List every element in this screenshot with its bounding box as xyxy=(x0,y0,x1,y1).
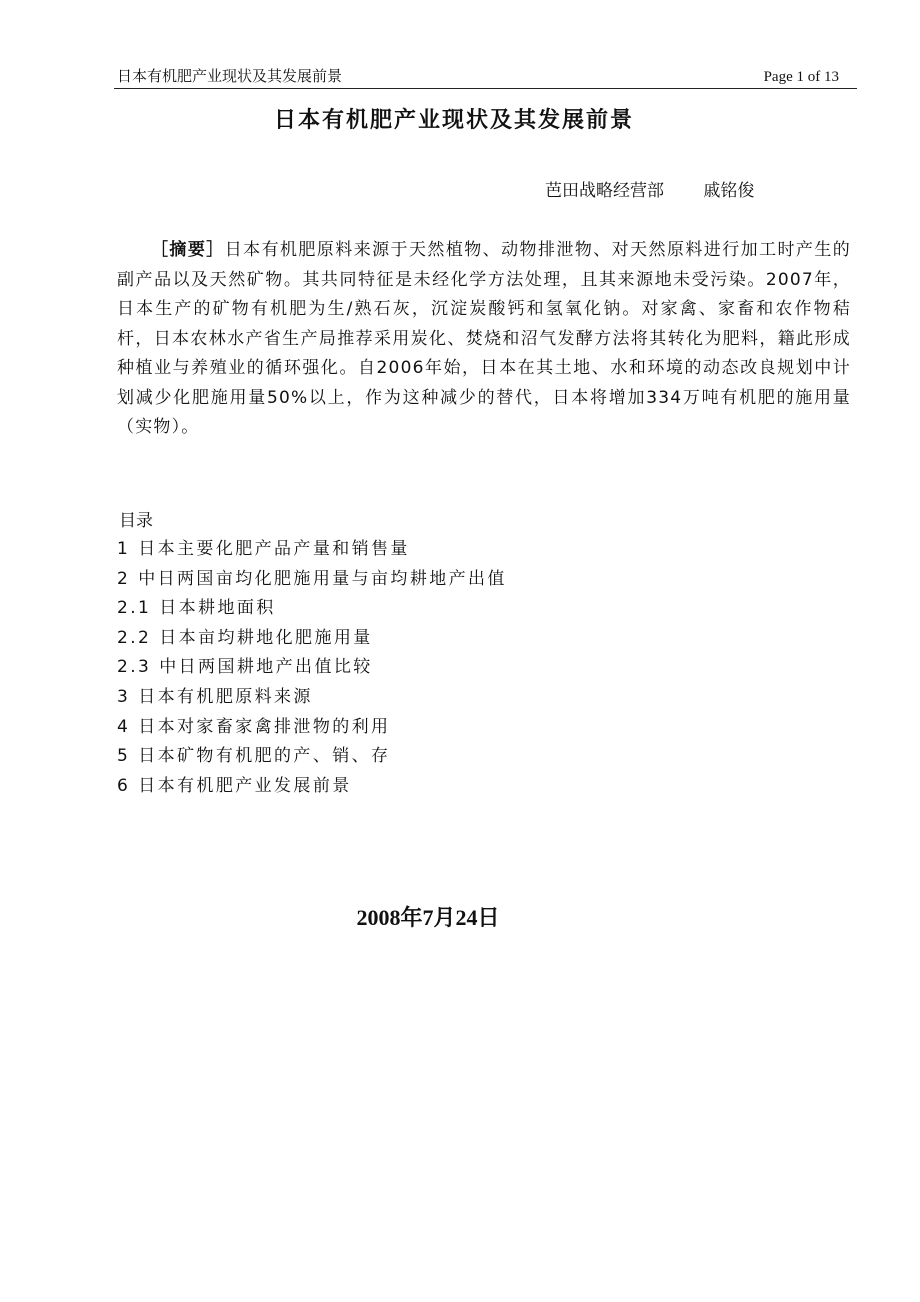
document-title: 日本有机肥产业现状及其发展前景 xyxy=(273,108,634,133)
toc-item xyxy=(117,773,507,803)
document-date: 2008年7月24日 xyxy=(356,905,500,930)
toc-item xyxy=(117,684,507,714)
toc-item-number: 5 xyxy=(117,746,131,767)
running-header-title: 日本有机肥产业现状及其发展前景 xyxy=(117,69,343,85)
toc-item xyxy=(117,566,507,596)
toc-item xyxy=(117,536,507,566)
toc-item-label: 日本亩均耕地化肥施用量 xyxy=(159,627,373,648)
header-divider xyxy=(114,88,857,89)
toc-item xyxy=(117,714,507,744)
abstract-label: ［摘要］ xyxy=(151,240,225,260)
author-name: 戚铭俊 xyxy=(703,181,755,201)
author-line xyxy=(545,178,754,204)
running-header xyxy=(117,66,857,88)
toc-item-label: 日本主要化肥产品产量和销售量 xyxy=(138,539,410,559)
toc-item-number: 4 xyxy=(117,716,131,737)
abstract-paragraph xyxy=(117,236,851,443)
toc-item xyxy=(117,625,507,655)
abstract-text: 日本有机肥原料来源于天然植物、动物排泄物、对天然原料进行加工时产生的副产品以及天然矿物。其共同特征是未经化学方法处理，且其来源地未受污染。2007年，日本生产的矿物有机肥为生/熟石灰，沉淀炭酸钙和氢氧化钠。对家禽、家畜和农作物秸杆，日本农林水产省生产局推荐采用炭化、焚烧和沼气发酵方法将其转化为肥料，籍此形成种植业与养殖业的循环强化。自2006年始，日本在其土地、水和环境的动态改良规划中计划减少化肥施用量50%以上，作为这种减少的替代，日本将增加334万吨有机肥的施用量（实物）。 xyxy=(117,240,851,437)
toc-item-label: 日本有机肥原料来源 xyxy=(138,686,313,707)
toc-item xyxy=(117,595,507,625)
toc-item-label: 日本耕地面积 xyxy=(159,598,276,619)
toc-item-number: 2 xyxy=(117,568,131,589)
toc-item-label: 中日两国耕地产出值比较 xyxy=(159,657,373,678)
toc-item xyxy=(117,743,507,773)
page-indicator: Page 1 of 13 xyxy=(763,69,839,85)
toc-item-label: 日本有机肥产业发展前景 xyxy=(138,775,352,796)
toc-item-number: 6 xyxy=(117,775,131,796)
toc-item-number: 2.2 xyxy=(117,627,152,648)
toc-item-number: 1 xyxy=(117,539,131,559)
author-department: 芭田战略经营部 xyxy=(545,181,664,201)
toc-item-label: 中日两国亩均化肥施用量与亩均耕地产出值 xyxy=(138,568,507,589)
toc-item-number: 2.3 xyxy=(117,657,152,678)
toc-heading: 目录 xyxy=(119,511,153,531)
toc-item xyxy=(117,654,507,684)
toc-item-number: 3 xyxy=(117,686,131,707)
toc-item-number: 2.1 xyxy=(117,598,152,619)
toc-item-label: 日本矿物有机肥的产、销、存 xyxy=(138,746,391,767)
toc-item-label: 日本对家畜家禽排泄物的利用 xyxy=(138,716,391,737)
table-of-contents xyxy=(117,536,507,802)
